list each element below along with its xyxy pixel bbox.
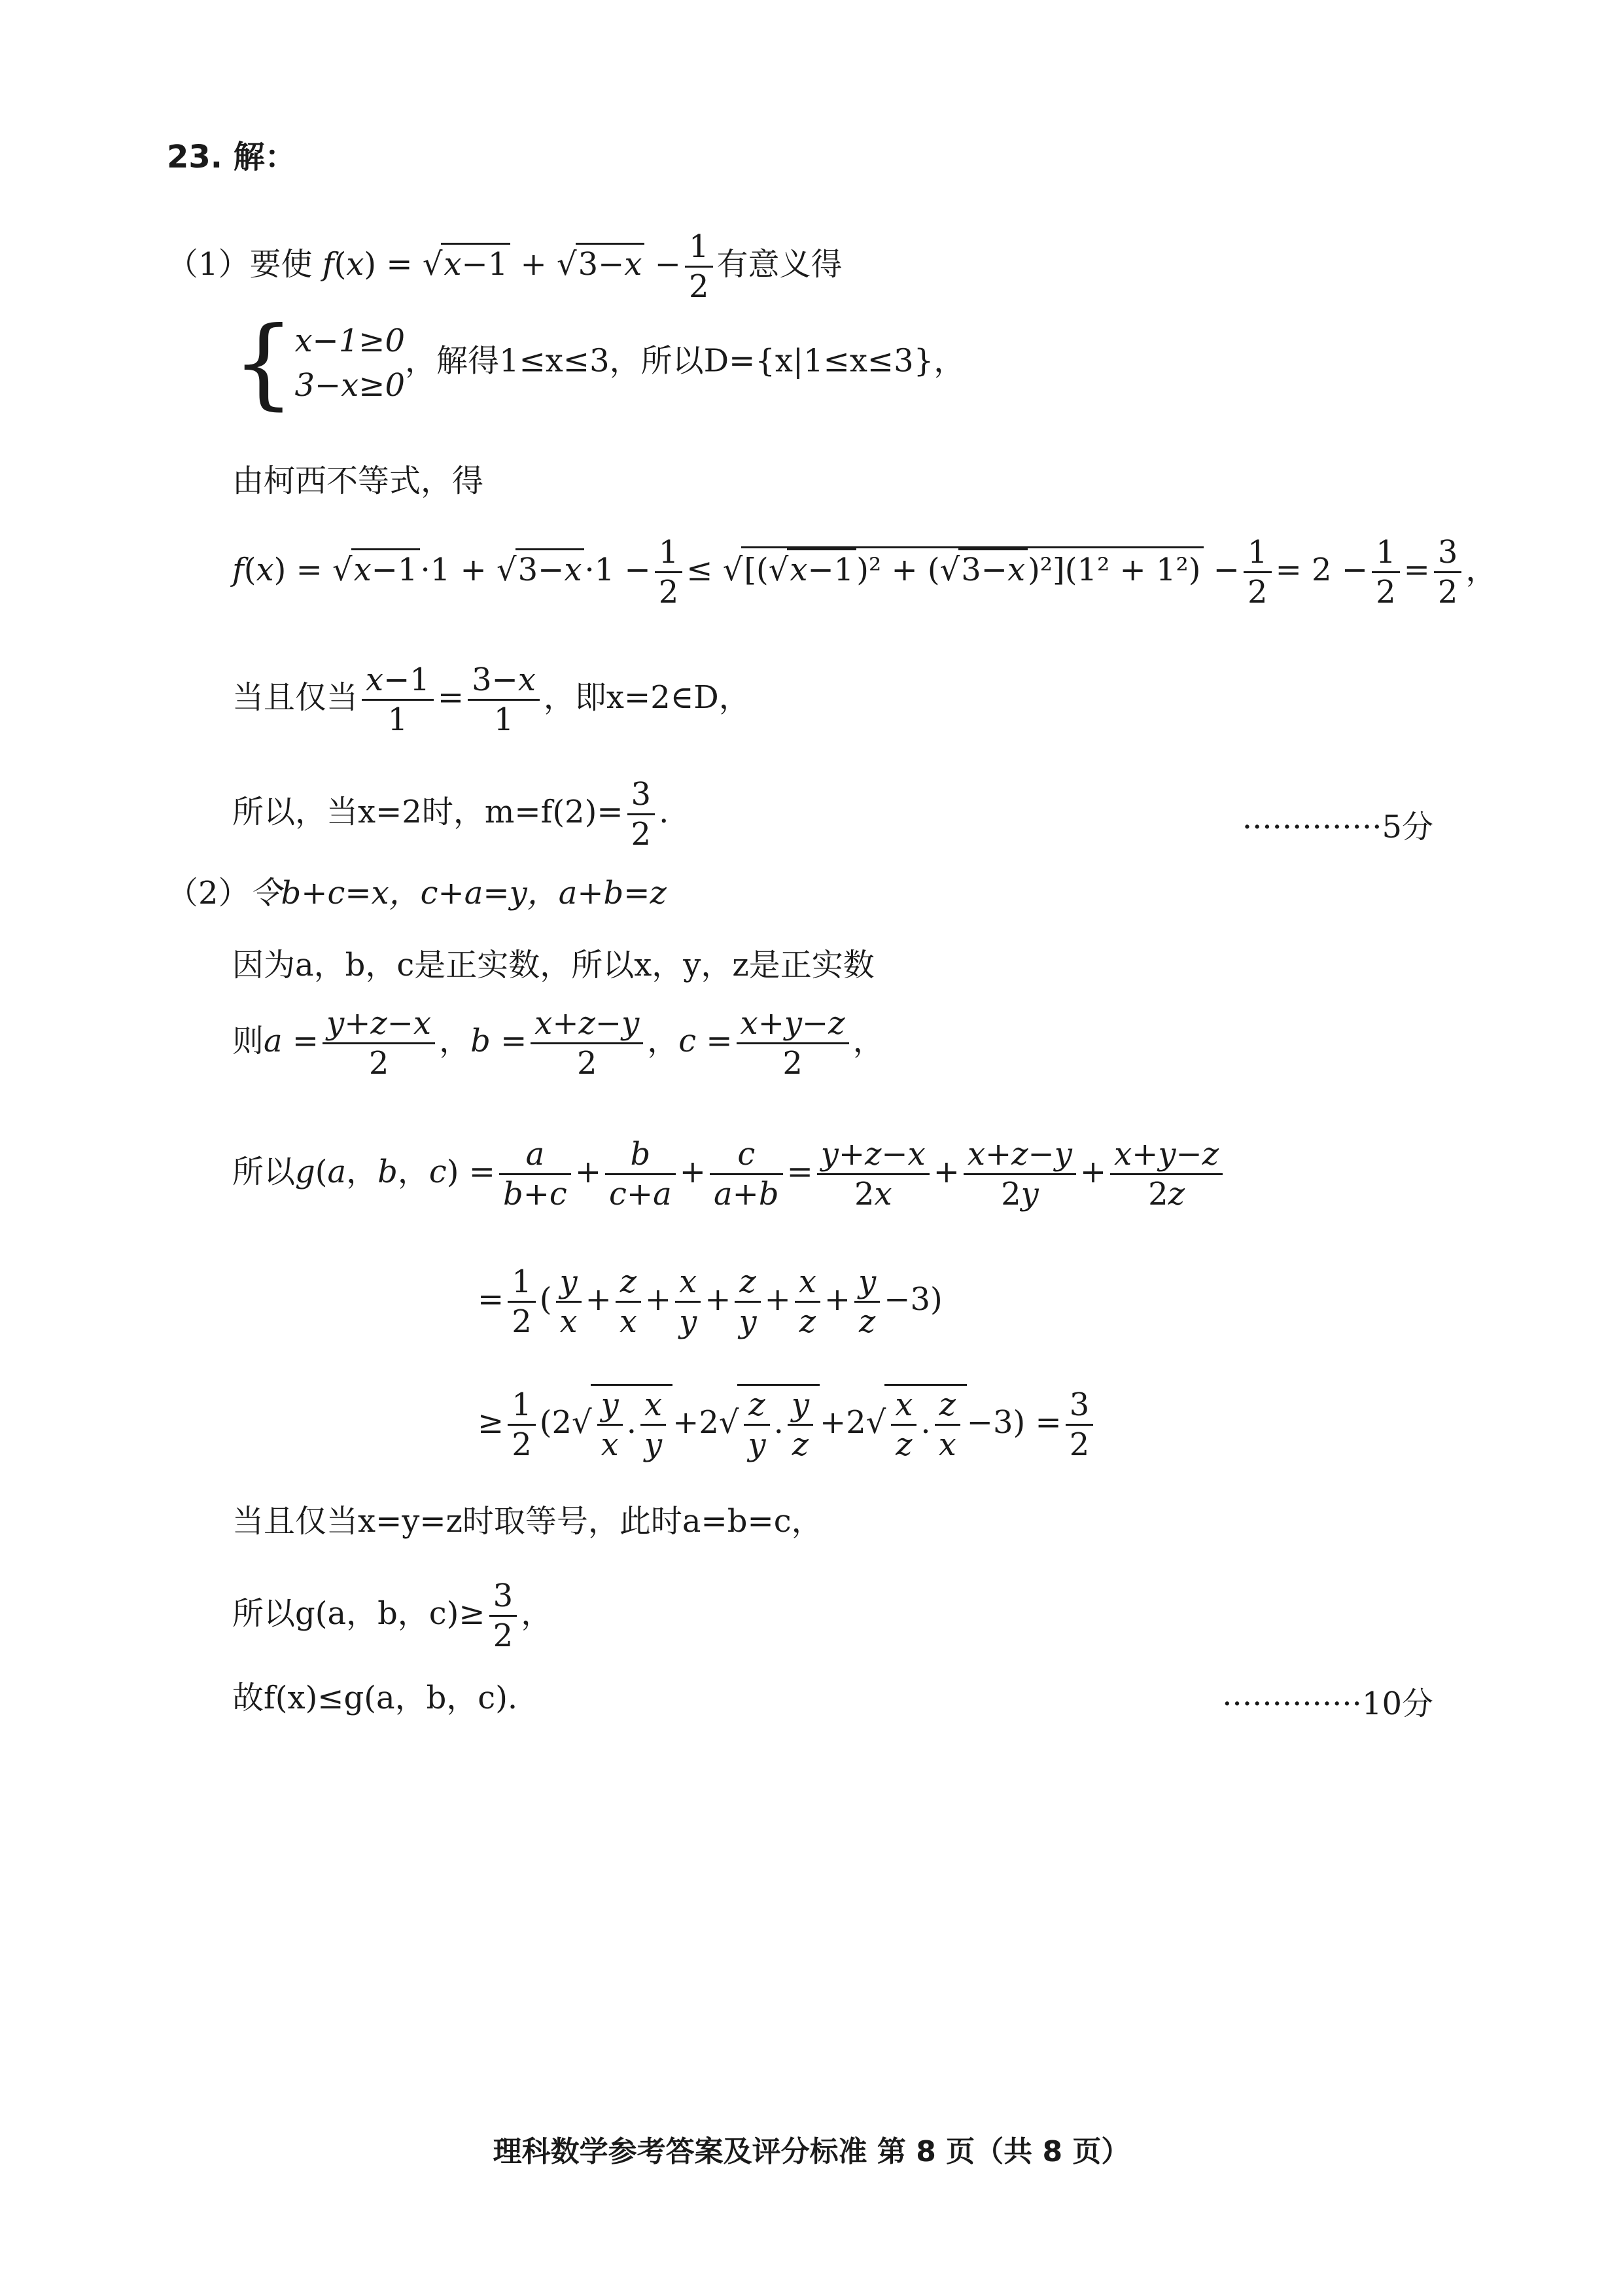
page-footer: 理科数学参考答案及评分标准 第 8 页（共 8 页） — [493, 2135, 1130, 2168]
positive-line: 因为a，b，c是正实数，所以x，y，z是正实数 — [232, 947, 875, 983]
solution-heading: 23. 解： — [167, 139, 296, 175]
domain-result: ，解得1≤x≤3，所以D={x|1≤x≤3}， — [405, 342, 966, 380]
final-conclusion: 故f(x)≤g(a，b，c). — [232, 1680, 518, 1716]
equality-cond-2: 当且仅当x=y=z时取等号，此时a=b=c， — [232, 1503, 823, 1540]
sys-line-1: x−1≥0 — [294, 323, 406, 359]
equality-post: ，即x=2∈D， — [543, 679, 750, 716]
abc-expressions: 则a = $\frac{y+z-x}{2}$ ，b = $\frac{x+z-y}{2}$ ，c = $\frac{x+y-z}{2}$ ， — [232, 1005, 884, 1082]
part1-conclusion: 所以，当x=2时，m=f(2)= $\frac{3}{2}$ . — [232, 776, 669, 853]
part1-intro-line — [167, 228, 843, 306]
amgm-bound: ≥ $\frac{1}{2}$ (2√ $\frac{y}{x}$ . $\frac{x}{y}$ +2√ $\frac{z}{y}$ . $\frac{y}{z}$ +2√ $\frac{x}{z}$ . $\frac{z}{x}$ −3) = $\frac{3}{2}$ — [478, 1384, 1097, 1464]
g-definition: 所以g(a，b，c) = $\frac{a}{b+c}$ + $\frac{b}{c+a}$ + $\frac{c}{a+b}$ = $\frac{y+z-x}{2x}$ + $\frac{x+z-y}{2y}$ + $\frac{x+y-z}{2z}$ — [232, 1135, 1227, 1213]
part1-intro-post: 有意义得 — [716, 246, 843, 283]
part2-label: （2） — [167, 875, 250, 911]
part1-label: （1） — [167, 246, 250, 283]
f-definition: f(x) = √x−1 + √3−x − — [323, 246, 681, 283]
part1-intro-pre: 要使 — [249, 246, 313, 283]
g-lower-bound: 所以g(a，b，c)≥ $\frac{3}{2}$ ， — [232, 1578, 553, 1654]
cauchy-formula: f(x) = √x−1·1 + √3−x·1 − $\frac{1}{2}$ ≤ √[(√x−1)² + (√3−x)²](1² + 1²) − $\frac{1}{2}$ = 2 − $\frac{1}{2}$ = $\frac{3}{2}$ ， — [232, 534, 1497, 610]
sys-line-2: 3−x≥0 — [294, 367, 406, 404]
conclusion-pre: 所以，当x=2时，m=f(2)= — [232, 794, 623, 830]
inequality-system — [232, 306, 966, 420]
half-fraction: $\frac{1}{2}$ — [685, 228, 713, 306]
part2-substitution — [167, 874, 667, 913]
so-pre: 所以 — [232, 1154, 296, 1190]
equality-pre: 当且仅当 — [232, 679, 358, 716]
cauchy-line: 由柯西不等式，得 — [232, 463, 484, 499]
g-expansion: = $\frac{1}{2}$ ( $\frac{y}{x}$ + $\frac{z}{x}$ + $\frac{x}{y}$ + $\frac{z}{y}$ + $\frac{x}{z}$ + $\frac{y}{z}$ −3) — [478, 1263, 943, 1340]
so-g: 所以g(a，b，c)≥ — [232, 1595, 485, 1632]
equality-condition: 当且仅当 $\frac{x-1}{1}$ = $\frac{3-x}{1}$ ，即x=2∈D， — [232, 662, 750, 738]
left-brace-icon: { — [232, 306, 295, 420]
part1-score: ··············5分 — [1242, 809, 1433, 845]
then-pre: 则 — [232, 1023, 264, 1059]
part2-score: ··············10分 — [1222, 1686, 1433, 1722]
substitution-text: 令b+c=x，c+a=y，a+b=z — [249, 875, 667, 911]
